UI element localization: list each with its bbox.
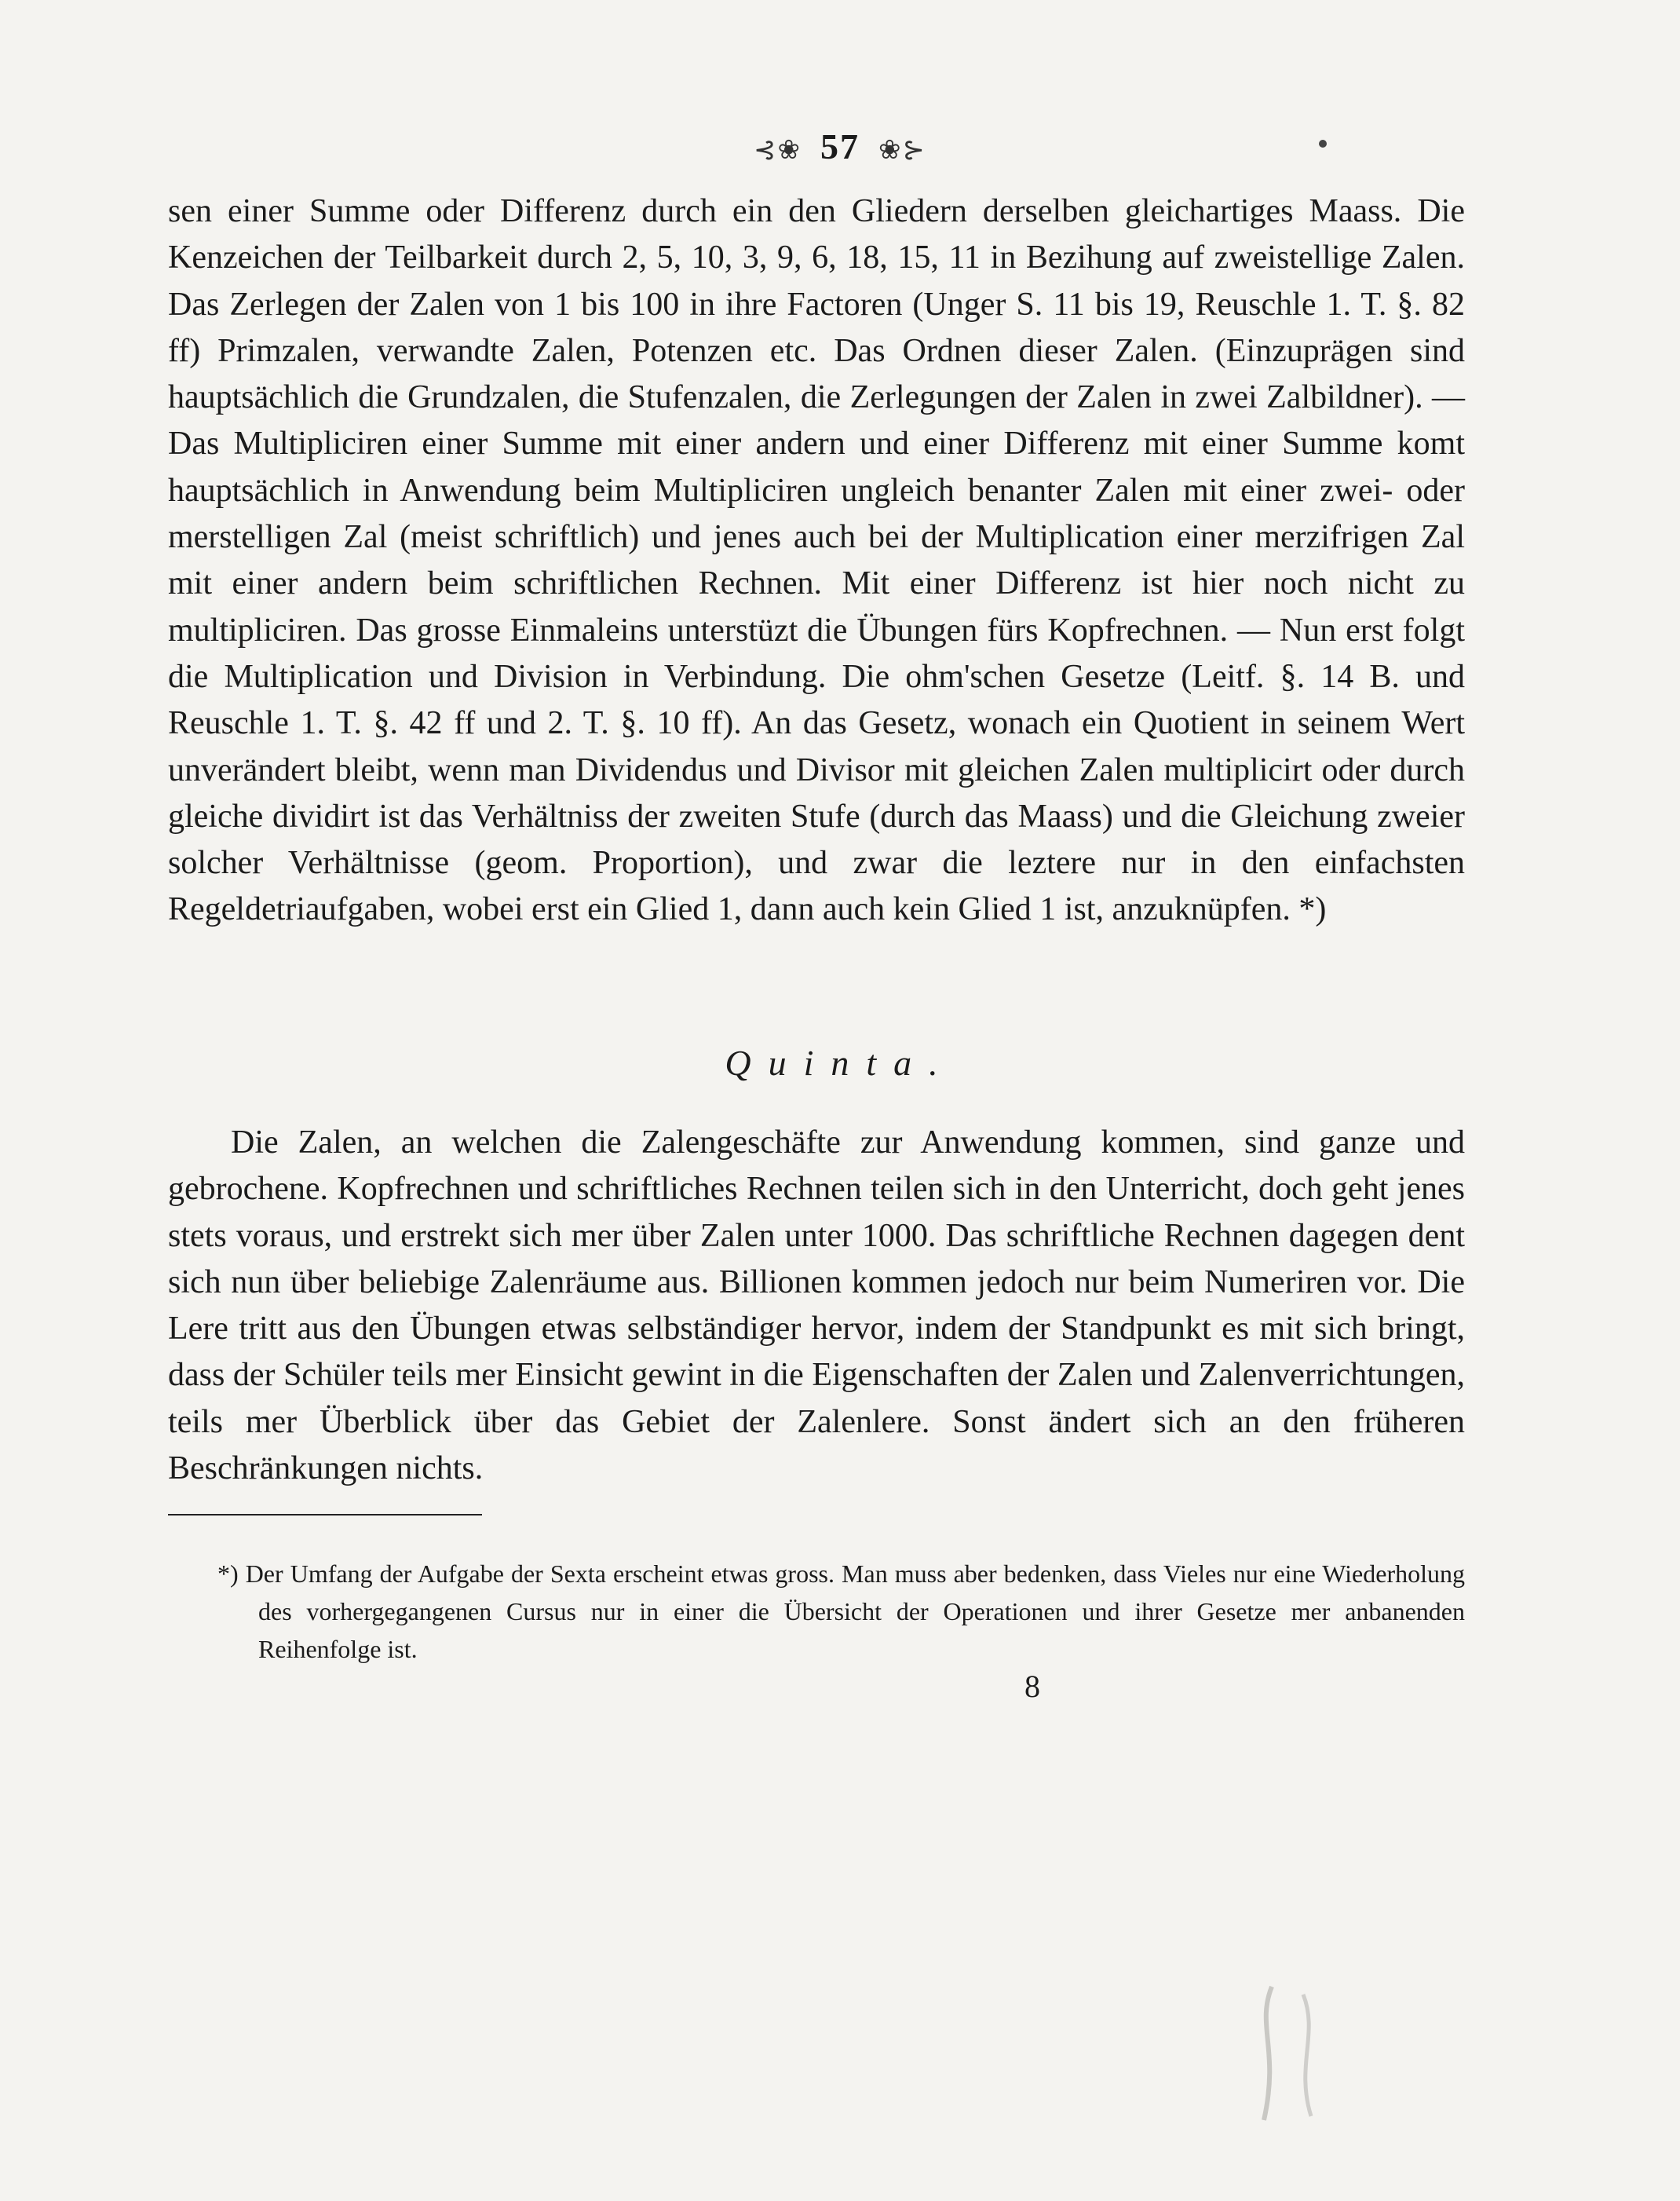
- footnote: [168, 1555, 1465, 1668]
- body-paragraph-2: Die Zalen, an welchen die Zalengeschäfte zur Anwendung kommen, sind ganze und gebrochene. Kopfrechnen und schriftliches Rechnen teilen sich in den Unterricht, doch geht jenes stets voraus, und erstrekt sich mer über Zalen unter 1000. Das schriftliche Rechnen dagegen dent sich nun über beliebige Zalenräume aus. Billionen kommen jedoch nur beim Numeriren vor. Die Lere tritt aus den Übungen etwas selbständiger hervor, indem der Standpunkt es mit sich bringt, dass der Schüler teils mer Einsicht gewint in die Eigenschaften der Zalen und Zalenverrichtungen, teils mer Überblick über das Gebiet der Zalenlere. Sonst ändert sich an den früheren Beschränkungen nichts.: [168, 1124, 1465, 1487]
- sheet-signature: 8: [1024, 1669, 1040, 1704]
- footnote-rule: [168, 1514, 482, 1515]
- body-paragraph-1: sen einer Summe oder Differenz durch ein den Gliedern derselben gleichartiges Maass. Die Kenzeichen der Teilbarkeit durch 2, 5, 10, 3, 9, 6, 18, 15, 11 in Bezihung auf zweistellige Zalen. Das Zerlegen der Zalen von 1 bis 100 in ihre Factoren (Unger S. 11 bis 19, Reuschle 1. T. §. 82 ff) Primzalen, verwandte Zalen, Potenzen etc. Das Ordnen dieser Zalen. (Einzuprägen sind hauptsächlich die Grundzalen, die Stufenzalen, die Zerlegungen der Zalen in zwei Zalbildner). — Das Multipliciren einer Summe mit einer andern und einer Differenz mit einer Summe komt hauptsächlich in Anwendung beim Multipliciren ungleich benanter Zalen mit einer zwei- oder merstelligen Zal (meist schriftlich) und jenes auch bei der Multiplication einer merzifrigen Zal mit einer andern beim schriftlichen Rechnen. Mit einer Differenz ist hier noch nicht zu multipliciren. Das grosse Einmaleins unterstüzt die Übungen fürs Kopfrechnen. — Nun erst folgt die Multiplication und Division in Verbindung. Die ohm'schen Gesetze (Leitf. §. 14 B. und Reuschle 1. T. §. 42 ff und 2. T. §. 10 ff). An das Gesetz, wonach ein Quotient in seinem Wert unverändert bleibt, wenn man Dividendus und Divisor mit gleichen Zalen multiplicirt oder durch gleiche dividirt ist das Verhältniss der zweiten Stufe (durch das Maass) und die Gleichung zweier solcher Verhältnisse (geom. Proportion), und zwar die leztere nur in den einfachsten Regeldetriaufgaben, wobei erst ein Glied 1, dann auch kein Glied 1 ist, anzuknüpfen. *): [168, 193, 1465, 928]
- section-title: Quinta.: [725, 1043, 955, 1083]
- page-header: [0, 126, 1680, 167]
- ink-speck: [1319, 140, 1327, 148]
- paper-bleed-mark: [1248, 1979, 1335, 2128]
- right-ornament-icon: ❀⊱: [878, 136, 926, 166]
- footnote-text: *) Der Umfang der Aufgabe der Sexta erscheint etwas gross. Man muss aber bedenken, dass Vieles nur eine Wiederholung des vorhergegangenen Cursus nur in einer die Übersicht der Operationen und ihrer Gesetze mer anbanenden Reihenfolge ist.: [217, 1559, 1465, 1663]
- left-ornament-icon: ⊰❀: [754, 136, 802, 166]
- page-number: 57: [820, 126, 860, 166]
